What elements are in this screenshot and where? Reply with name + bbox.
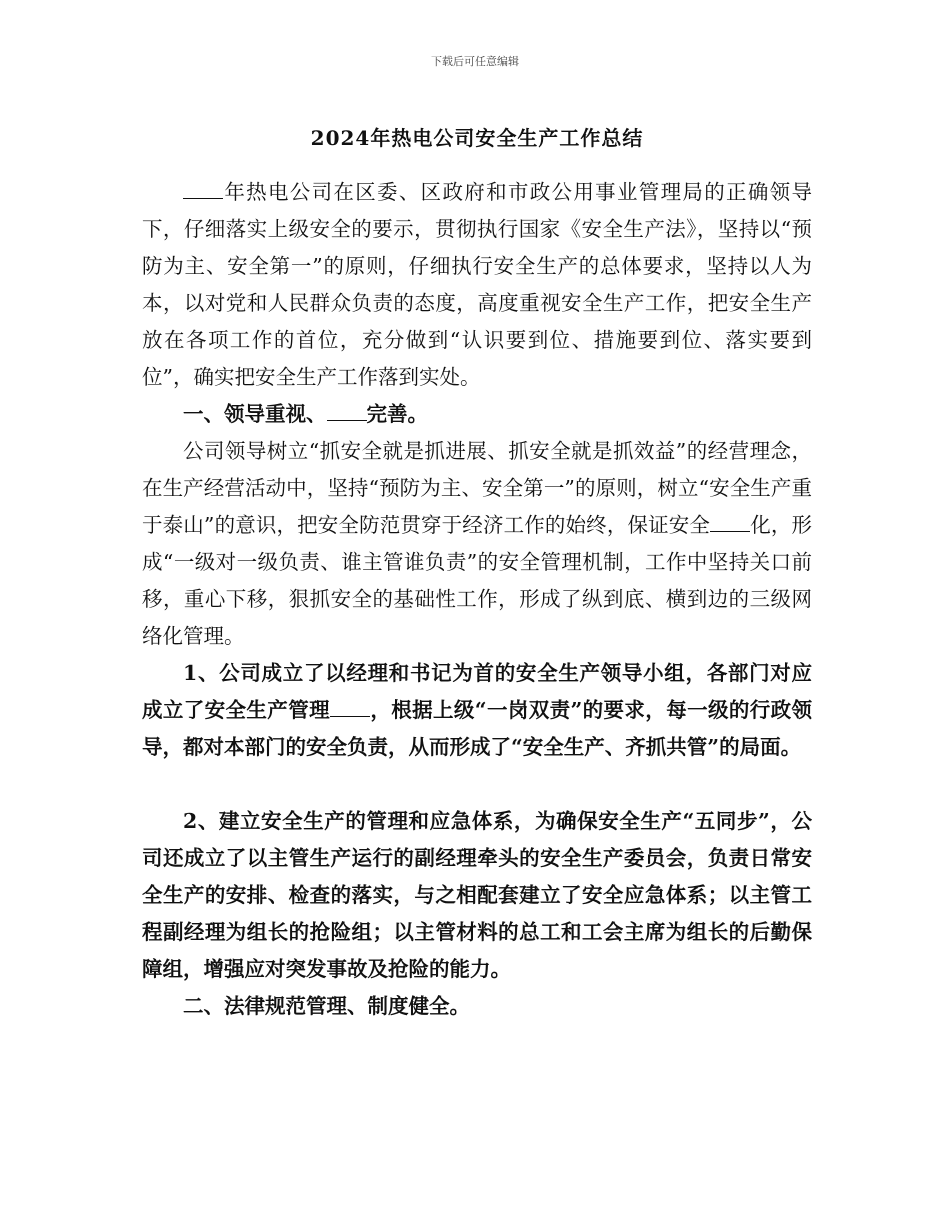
fill-blank bbox=[183, 180, 223, 199]
section-heading-1: 一、领导重视、 完善。 bbox=[183, 402, 428, 426]
item-1-paragraph: 1、公司成立了以经理和书记为首的安全生产领导小组，各部门对应成立了安全生产管理 ，根据上级“一岗双责”的要求，每一级的行政领导，都对本部门的安全负责，从而形成了“安全生产、齐抓共管”的局面。 bbox=[142, 661, 813, 759]
leadership-paragraph: 公司领导树立“抓安全就是抓进展、抓安全就是抓效益”的经营理念，在生产经营活动中，坚持“预防为主、安全第一”的原则，树立“安全生产重于泰山”的意识，把安全防范贯穿于经济工作的始终，保证安全 化，形成“一级对一级负责、谁主管谁负责”的安全管理机制，工作中坚持关口前移，重心下移，狠抓安全的基础性工作，形成了纵到底、横到边的三级网络化管理。 bbox=[142, 439, 812, 648]
section-heading-2: 二、法律规范管理、制度健全。 bbox=[183, 994, 470, 1018]
item-2-paragraph: 2、建立安全生产的管理和应急体系，为确保安全生产“五同步”，公司还成立了以主管生产运行的副经理牵头的安全生产委员会，负责日常安全生产的安排、检查的落实，与之相配套建立了安全应急体系；以主管工程副经理为组长的抢险组；以主管材料的总工和工会主席为组长的后勤保障组，增强应对突发事故及抢险的能力。 bbox=[142, 809, 812, 981]
intro-paragraph: 年热电公司在区委、区政府和市政公用事业管理局的正确领导下，仔细落实上级安全的要示，贯彻执行国家《安全生产法》，坚持以“预防为主、安全第一”的原则，仔细执行安全生产的总体要求，坚持以人为本，以对党和人民群众负责的态度，高度重视安全生产工作，把安全生产放在各项工作的首位，充分做到“认识要到位、措施要到位、落实要到位”，确实把安全生产工作落到实处。 bbox=[142, 180, 812, 389]
document-title: 2024年热电公司安全生产工作总结 bbox=[310, 126, 644, 150]
fill-blank bbox=[330, 698, 370, 717]
fill-blank bbox=[710, 513, 750, 532]
header-note: 下载后可任意编辑 bbox=[431, 55, 519, 68]
fill-blank bbox=[327, 402, 367, 421]
